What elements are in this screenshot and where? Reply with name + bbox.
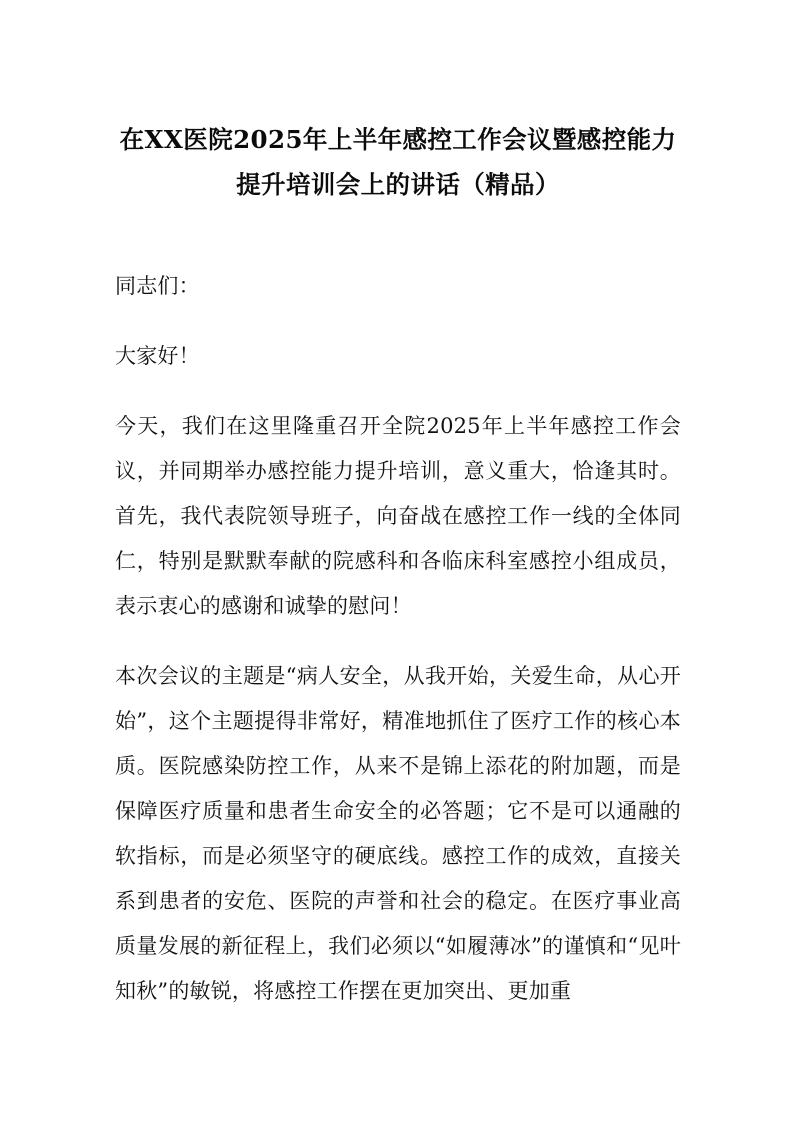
paragraph-salutation: 同志们： xyxy=(115,274,200,298)
document-content xyxy=(115,0,681,1014)
paragraph-greeting: 大家好！ xyxy=(115,344,200,368)
document-body xyxy=(115,264,681,1014)
page-title: 在XX医院2025年上半年感控工作会议暨感控能力提升培训会上的讲话（精品） xyxy=(119,125,677,199)
paragraph-theme: 本次会议的主题是“病人安全，从我开始，关爱生命，从心开始”，这个主题提得非常好，精准地抓住了医疗工作的核心本质。医院感染防控工作，从来不是锦上添花的附加题，而是保障医疗质量和患者生命安全的必答题；它不是可以通融的软指标，而是必须坚守的硬底线。感控工作的成效，直接关系到患者的安危、医院的声誉和社会的稳定。在医疗事业高质量发展的新征程上，我们必须以“如履薄冰”的谨慎和“见叶知秋”的敏锐，将感控工作摆在更加突出、更加重 xyxy=(115,664,681,1003)
paragraph-opening: 今天，我们在这里隆重召开全院2025年上半年感控工作会议，并同期举办感控能力提升培训，意义重大，恰逢其时。首先，我代表院领导班子，向奋战在感控工作一线的全体同仁，特别是默默奉献的院感科和各临床科室感控小组成员，表示衷心的感谢和诚挚的慰问！ xyxy=(115,414,681,618)
